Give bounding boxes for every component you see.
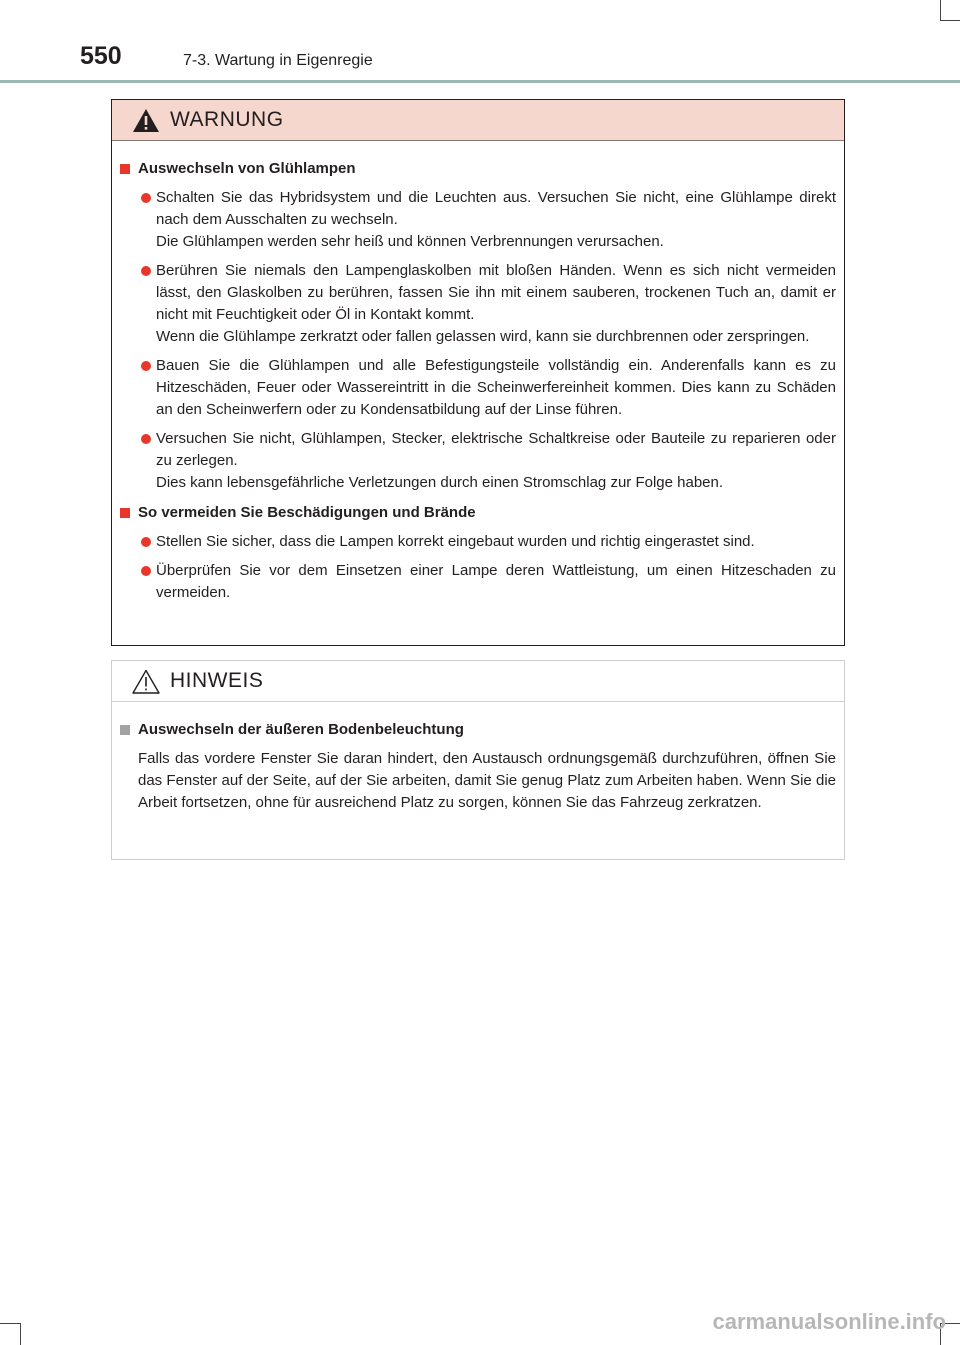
bullet-item: Versuchen Sie nicht, Glühlampen, Stecker, elektrische Schaltkreise oder Bauteile zu reparieren oder zu zerlegen. Dies kann lebensgefährliche Verletzungen durch einen Stromschlag zur Folge haben. — [120, 428, 836, 494]
page-number: 550 — [80, 42, 122, 70]
bullet-item: Schalten Sie das Hybridsystem und die Leuchten aus. Versuchen Sie nicht, eine Glühlampe direkt nach dem Ausschalten zu wechseln. Die Glühlampen werden sehr heiß und können Verbrennungen verursachen. — [120, 187, 836, 253]
note-header — [112, 661, 844, 702]
note-box — [111, 660, 845, 860]
bullet-item: Berühren Sie niemals den Lampenglaskolben mit bloßen Händen. Wenn es sich nicht vermeiden lässt, den Glaskolben zu berühren, fassen Sie ihn mit einem sauberen, trockenen Tuch an, damit er nicht mit Feuchtigkeit oder Öl in Kontakt kommt. Wenn die Glühlampe zerkratzt oder fallen gelassen wird, kann sie durchbrennen oder zerspringen. — [120, 260, 836, 348]
crop-mark — [20, 1323, 21, 1345]
caution-triangle-outline-icon — [131, 668, 161, 695]
round-bullet-icon — [141, 361, 151, 371]
round-bullet-icon — [141, 193, 151, 203]
section-heading: Auswechseln von Glühlampen — [120, 158, 836, 180]
crop-mark — [0, 1323, 20, 1324]
square-bullet-icon — [120, 164, 130, 174]
section-heading: Auswechseln der äußeren Bodenbeleuchtung — [120, 719, 836, 741]
bullet-item: Bauen Sie die Glühlampen und alle Befestigungsteile vollständig ein. Anderenfalls kann es zu Hitzeschäden, Feuer oder Wassereintritt in die Scheinwerfereinheit kommen. Dies kann zu Schäden an den Scheinwerfern oder zu Kondensatbildung auf der Linse führen. — [120, 355, 836, 421]
round-bullet-icon — [141, 537, 151, 547]
warning-label: WARNUNG — [170, 108, 284, 131]
square-bullet-icon — [120, 508, 130, 518]
note-paragraph: Falls das vordere Fenster Sie daran hindert, den Austausch ordnungsgemäß durchzuführen, öffnen Sie das Fenster auf der Seite, auf der Sie arbeiten, damit Sie genug Platz zum Arbeiten haben. Wenn Sie die Arbeit fortsetzen, ohne für ausreichend Platz zu sorgen, können Sie das Fahrzeug zerkratzen. — [138, 750, 836, 811]
round-bullet-icon — [141, 266, 151, 276]
warning-section — [120, 502, 836, 604]
square-bullet-icon — [120, 725, 130, 735]
note-label: HINWEIS — [170, 669, 264, 692]
round-bullet-icon — [141, 566, 151, 576]
bullet-item: Stellen Sie sicher, dass die Lampen korrekt eingebaut wurden und richtig eingerastet sind. — [120, 531, 836, 553]
header-rule — [0, 80, 960, 83]
note-content — [112, 702, 844, 814]
section-heading: So vermeiden Sie Beschädigungen und Brände — [120, 502, 836, 524]
warning-triangle-icon — [131, 107, 161, 134]
warning-header — [112, 100, 844, 141]
warning-box — [111, 99, 845, 646]
page-header — [0, 0, 960, 84]
warning-content — [112, 141, 844, 604]
bullet-item: Überprüfen Sie vor dem Einsetzen einer Lampe deren Wattleistung, um einen Hitzeschaden zu vermeiden. — [120, 560, 836, 604]
round-bullet-icon — [141, 434, 151, 444]
watermark: carmanualsonline.info — [712, 1309, 946, 1334]
warning-section — [120, 158, 836, 494]
section-title: 7-3. Wartung in Eigenregie — [183, 52, 373, 69]
